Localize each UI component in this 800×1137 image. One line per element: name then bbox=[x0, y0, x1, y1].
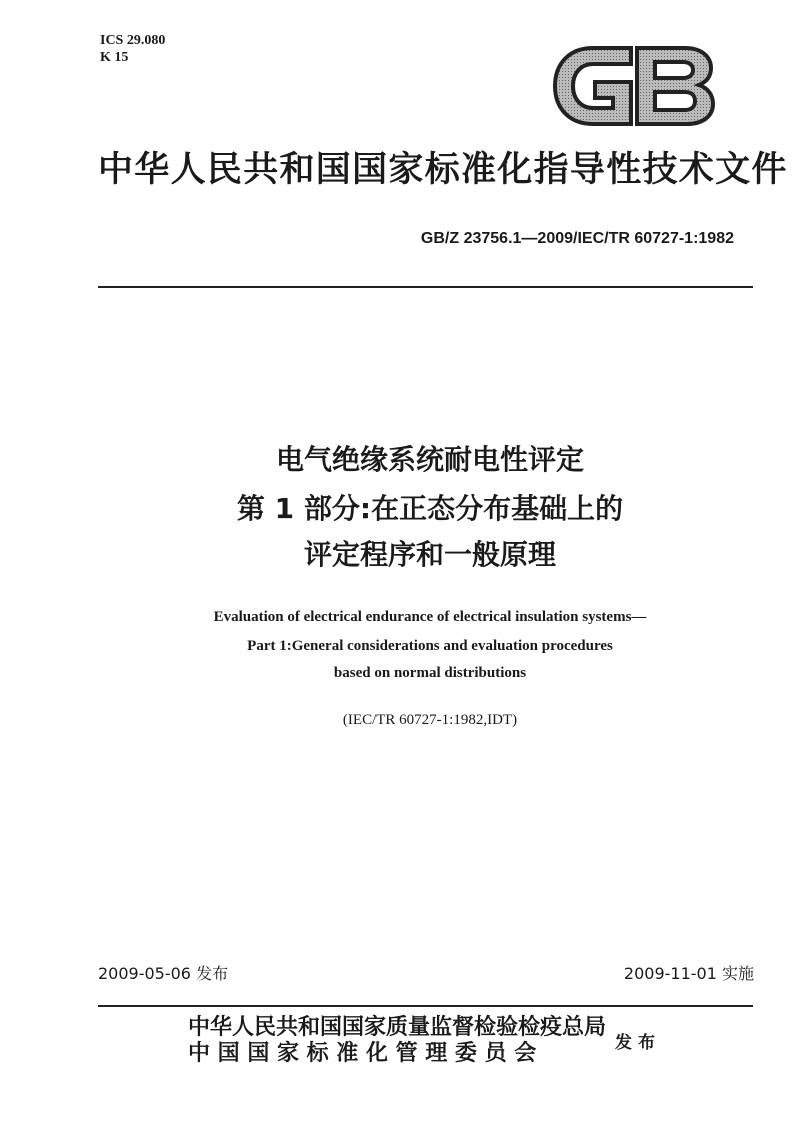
title-cn-line-1: 电气绝缘系统耐电性评定 bbox=[275, 443, 584, 476]
document-type-heading: 中华人民共和国国家标准化指导性技术文件 bbox=[98, 150, 788, 190]
gb-logo bbox=[553, 44, 715, 128]
header-divider bbox=[98, 286, 753, 288]
title-cn-line-3: 评定程序和一般原理 bbox=[303, 538, 556, 571]
standard-number: GB/Z 23756.1—2009/IEC/TR 60727-1:1982 bbox=[420, 230, 734, 247]
ics-code: ICS 29.080 bbox=[100, 33, 166, 48]
title-en-line-3: based on normal distributions bbox=[333, 665, 527, 681]
publish-label: 发布 bbox=[615, 1033, 661, 1053]
equivalence-note: (IEC/TR 60727-1:1982,IDT) bbox=[342, 712, 518, 728]
issuer-line-1: 中华人民共和国国家质量监督检验检疫总局 bbox=[188, 1015, 607, 1040]
issuer-line-2: 中 国 国 家 标 准 化 管 理 委 员 会 bbox=[188, 1041, 537, 1066]
title-en-line-2: Part 1:General considerations and evaluation procedures bbox=[247, 638, 613, 654]
ccs-code: K 15 bbox=[100, 50, 129, 65]
effective-date: 2009-11-01 实施 bbox=[623, 964, 754, 983]
title-en-line-1: Evaluation of electrical endurance of electrical insulation systems— bbox=[213, 609, 647, 625]
title-cn-line-2: 第 1 部分:在正态分布基础上的 bbox=[236, 492, 624, 525]
issue-date: 2009-05-06 发布 bbox=[98, 964, 229, 983]
footer-divider bbox=[98, 1005, 753, 1007]
